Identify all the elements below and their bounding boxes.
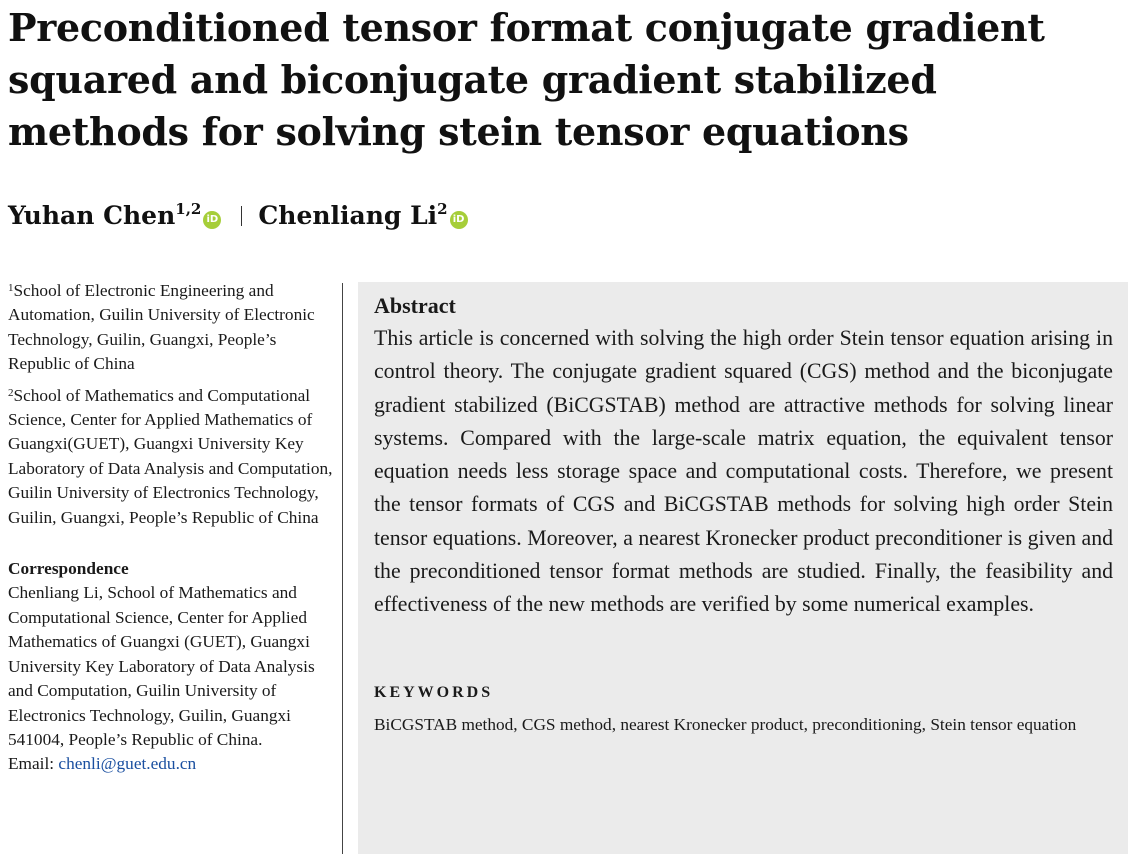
affiliation-marker: 1	[8, 282, 14, 294]
email-link[interactable]: chenli@guet.edu.cn	[58, 754, 197, 774]
correspondence-text: Chenliang Li, School of Mathematics and Computational Science, Center for Applied Mathematics of Guangxi (GUET), Guangxi University Key Laboratory of Data Analysis and Computation, Guilin University of Electronics Technology, Guilin, Guangxi 541004, People’s Republic of China.	[8, 583, 315, 749]
author-divider	[241, 206, 242, 226]
author-list	[8, 198, 468, 234]
abstract-panel	[358, 282, 1128, 854]
affiliation-2	[8, 384, 338, 530]
author-affiliation-marker: 2	[437, 200, 448, 218]
email-label: Email:	[8, 754, 59, 774]
sidebar	[8, 279, 338, 777]
author-chenliang-li	[258, 198, 467, 234]
correspondence-heading: Correspondence	[8, 559, 129, 579]
orcid-icon[interactable]: iD	[203, 211, 221, 229]
keywords-text: BiCGSTAB method, CGS method, nearest Kronecker product, preconditioning, Stein tensor equation	[374, 715, 1077, 734]
affiliation-text: School of Electronic Engineering and Automation, Guilin University of Electronic Technology, Guilin, Guangxi, People’s Republic of China	[8, 281, 315, 374]
author-name: Yuhan Chen	[8, 201, 176, 230]
abstract-text: This article is concerned with solving the high order Stein tensor equation arising in control theory. The conjugate gradient squared (CGS) method and the biconjugate gradient stabilized (BiCGSTAB) method are attractive methods for solving linear systems. Compared with the large-scale matrix equation, the equivalent tensor equation needs less storage space and computational costs. Therefore, we present the tensor formats of CGS and BiCGSTAB methods for solving high order Stein tensor equations. Moreover, a nearest Kronecker product preconditioner is given and the preconditioned tensor format methods are studied. Finally, the feasibility and effectiveness of the new methods are verified by some numerical examples.	[374, 326, 1113, 617]
affiliation-text: School of Mathematics and Computational Science, Center for Applied Mathematics of Guangxi(GUET), Guangxi University Key Laboratory of Data Analysis and Computation, Guilin University of Electronics Technology, Guilin, Guangxi, People’s Republic of China	[8, 385, 333, 527]
abstract-heading: Abstract	[374, 293, 456, 318]
author-name: Chenliang Li	[258, 201, 438, 230]
column-divider	[342, 283, 343, 854]
orcid-icon[interactable]: iD	[450, 211, 468, 229]
author-yuhan-chen	[8, 198, 221, 234]
affiliation-marker: 2	[8, 386, 14, 399]
affiliation-1	[8, 279, 338, 377]
correspondence-email	[8, 752, 338, 776]
author-affiliation-marker: 1,2	[175, 200, 202, 218]
paper-title: Preconditioned tensor format conjugate gradient squared and biconjugate gradient stabilized methods for solving stein tensor equations	[8, 5, 1045, 154]
keywords-heading: KEYWORDS	[374, 684, 494, 701]
